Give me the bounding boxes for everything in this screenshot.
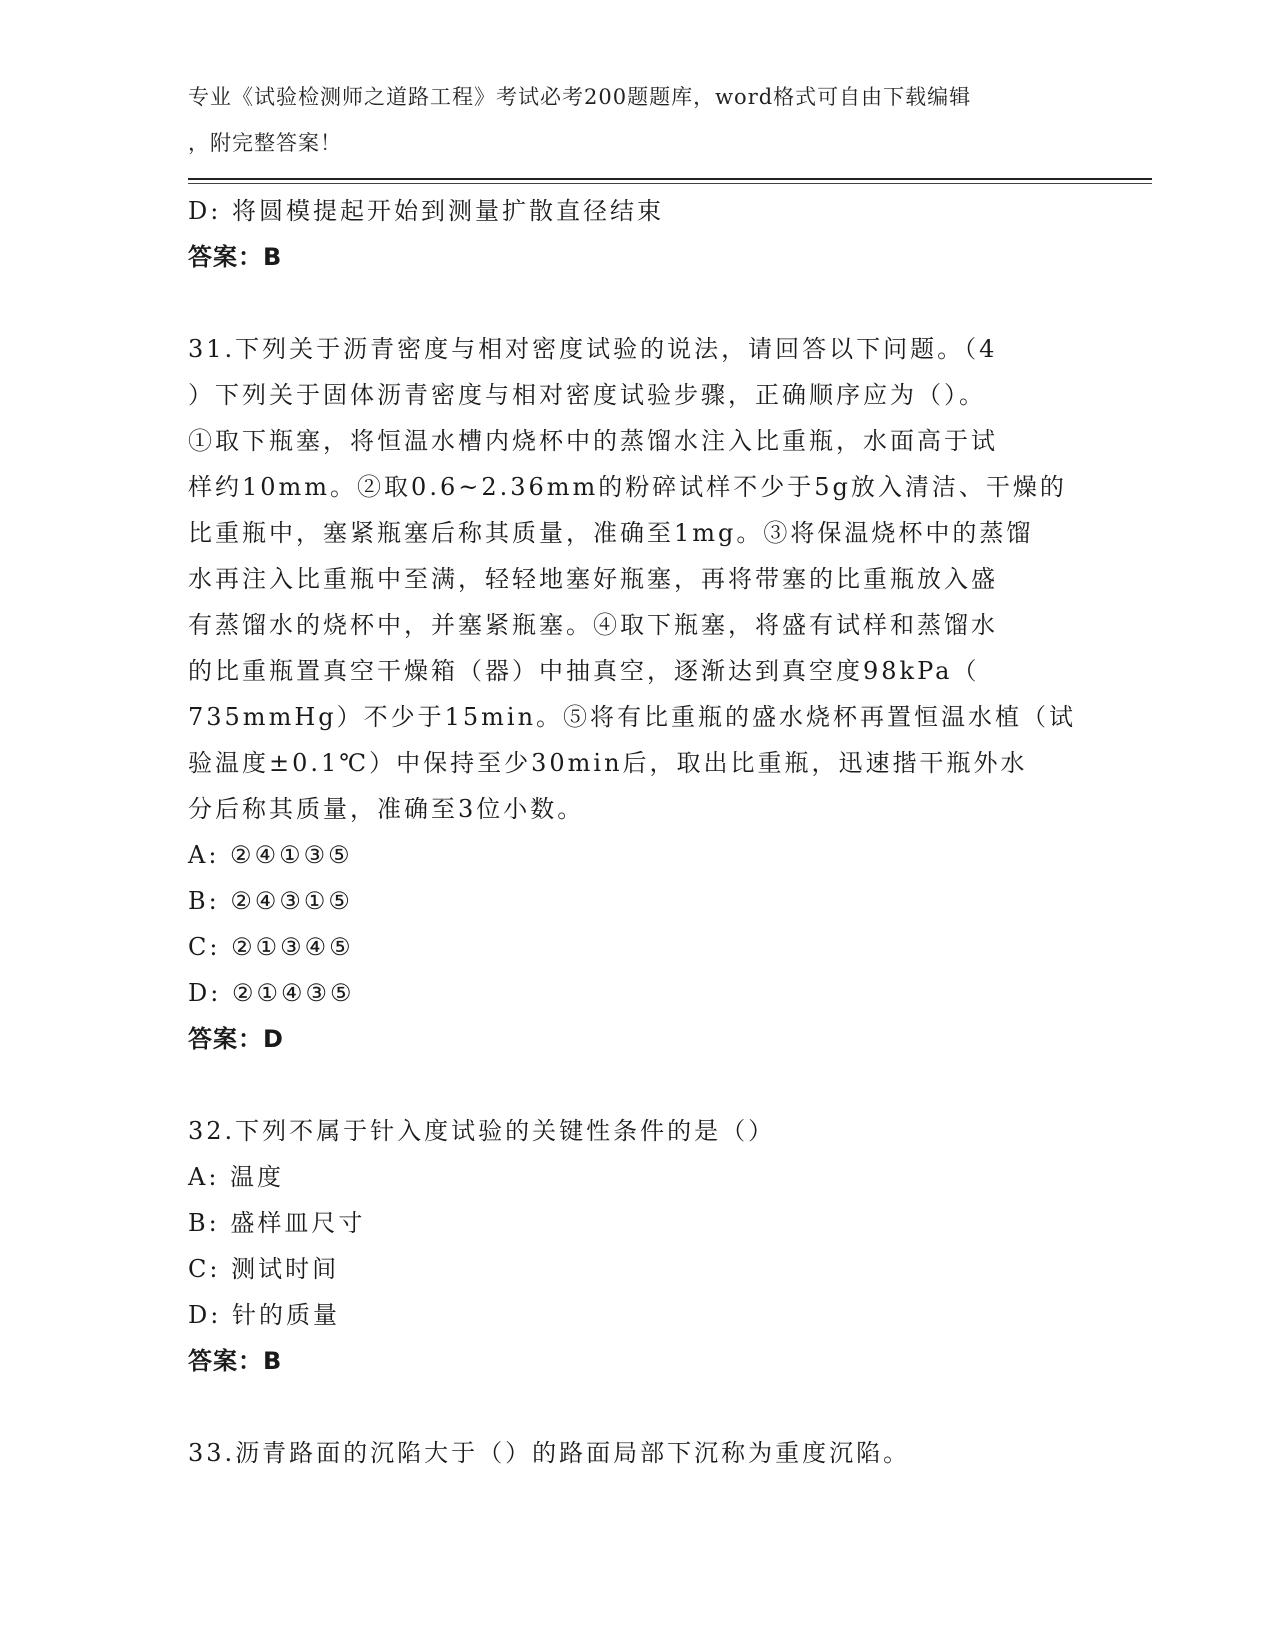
document-body: [188, 188, 1088, 1476]
question-stem: 32.下列不属于针入度试验的关键性条件的是（）: [188, 1117, 776, 1145]
answer: 答案：B: [188, 243, 283, 271]
answer: 答案：B: [188, 1347, 283, 1375]
option-b: B: 盛样皿尺寸: [188, 1209, 366, 1237]
question-stem-line: 水再注入比重瓶中至满，轻轻地塞好瓶塞，再将带塞的比重瓶放入盛: [188, 565, 998, 593]
question-stem: 33.沥青路面的沉陷大于（）的路面局部下沉称为重度沉陷。: [188, 1439, 911, 1467]
answer: 答案：D: [188, 1025, 284, 1053]
question-stem-line: 31.下列关于沥青密度与相对密度试验的说法，请回答以下问题。（4: [188, 335, 998, 363]
question-30-tail: [188, 188, 1088, 280]
question-33: [188, 1430, 1088, 1476]
question-stem-line: 的比重瓶置真空干燥箱（器）中抽真空，逐渐达到真空度98kPa（: [188, 657, 980, 685]
document-header: [188, 74, 1068, 166]
option-c: C: ②①③④⑤: [188, 933, 354, 961]
option-c: C: 测试时间: [188, 1255, 340, 1283]
question-stem-line: 样约10mm。②取0.6~2.36mm的粉碎试样不少于5g放入清洁、干燥的: [188, 473, 1067, 501]
spacer: [188, 1384, 1088, 1430]
question-stem-line: 验温度±0.1℃）中保持至少30min后，取出比重瓶，迅速揩干瓶外水: [188, 749, 1028, 777]
header-line-2: ，附完整答案！: [188, 131, 342, 155]
option-d: D: 针的质量: [188, 1301, 340, 1329]
question-31: [188, 326, 1088, 1062]
header-divider-thin: [188, 183, 1152, 184]
option-a: A: ②④①③⑤: [188, 841, 353, 869]
option-b: B: ②④③①⑤: [188, 887, 353, 915]
question-stem-line: 735mmHg）不少于15min。⑤将有比重瓶的盛水烧杯再置恒温水植（试: [188, 703, 1077, 731]
header-divider: [188, 178, 1152, 180]
question-32: [188, 1108, 1088, 1384]
header-line-1: 专业《试验检测师之道路工程》考试必考200题题库，word格式可自由下载编辑: [188, 85, 972, 109]
spacer: [188, 1062, 1088, 1108]
option-d: D: 将圆模提起开始到测量扩散直径结束: [188, 197, 664, 225]
option-d: D: ②①④③⑤: [188, 979, 355, 1007]
spacer: [188, 280, 1088, 326]
question-stem-line: 分后称其质量，准确至3位小数。: [188, 795, 585, 823]
question-stem-line: ①取下瓶塞，将恒温水槽内烧杯中的蒸馏水注入比重瓶，水面高于试: [188, 427, 998, 455]
question-stem-line: 有蒸馏水的烧杯中，并塞紧瓶塞。④取下瓶塞，将盛有试样和蒸馏水: [188, 611, 998, 639]
option-a: A: 温度: [188, 1163, 285, 1191]
question-stem-line: 比重瓶中，塞紧瓶塞后称其质量，准确至1mg。③将保温烧杯中的蒸馏: [188, 519, 1034, 547]
question-stem-line: ）下列关于固体沥青密度与相对密度试验步骤，正确顺序应为（）。: [188, 381, 986, 409]
